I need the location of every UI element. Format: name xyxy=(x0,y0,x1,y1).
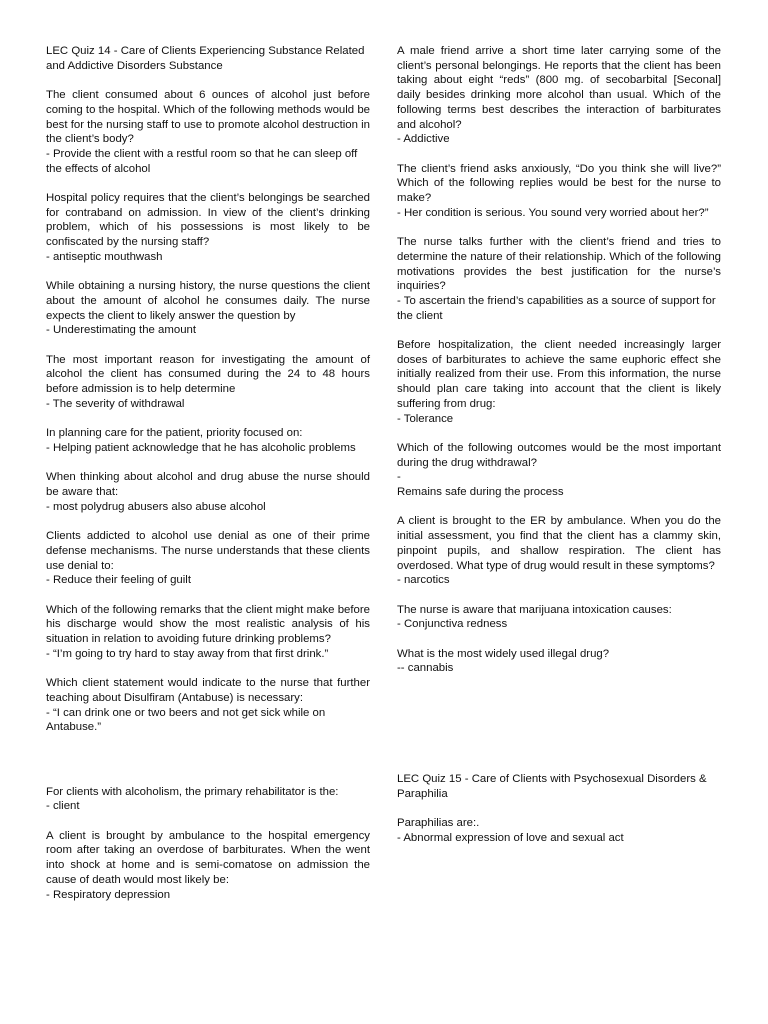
answer-text: - most polydrug abusers also abuse alcohol xyxy=(46,500,266,513)
question-text: Which of the following remarks that the client might make before his discharge would show the most realistic analysis of his situation in relation to avoiding future drinking problems? xyxy=(46,603,370,645)
question-text: A male friend arrive a short time later carrying some of the client’s personal belongings. He reports that the client has been taking about eight “reds” (800 mg. of secobarbital [Seconal] daily besides drinking more alcohol than usual. Which of the following terms best describes the interaction of barbiturates and alcohol? xyxy=(397,45,721,131)
qa-item xyxy=(397,162,721,221)
blank-gap xyxy=(397,691,721,772)
answer-text: - Tolerance xyxy=(397,412,454,425)
qa-item xyxy=(397,44,721,147)
answer-text: - Provide the client with a restful room so that he can sleep off the effects of alcohol xyxy=(46,147,358,175)
qa-item xyxy=(46,426,370,455)
qa-item xyxy=(397,235,721,323)
question-text: While obtaining a nursing history, the nurse questions the client about the amount of alcohol he consumes daily. The nurse expects the client to likely answer the question by xyxy=(46,280,370,322)
quiz15-header xyxy=(397,772,721,801)
qa-item xyxy=(46,529,370,588)
qa-item xyxy=(397,603,721,632)
right-column xyxy=(397,44,721,860)
question-text: Before hospitalization, the client needed increasingly larger doses of barbiturates to achieve the same euphoric effect she initially realized from their use. From this information, the nurse should plan care taking into account that the client is likely suffering from drug: xyxy=(397,339,721,410)
qa-item xyxy=(46,353,370,412)
question-text: A client is brought to the ER by ambulance. When you do the initial assessment, you find that the client has a clammy skin, pinpoint pupils, and shallow respiration. The client has overdosed. What type of drug would result in these symptoms? xyxy=(397,515,721,572)
answer-text: - “I can drink one or two beers and not get sick while on Antabuse.” xyxy=(46,706,326,734)
qa-item xyxy=(397,441,721,500)
question-text: Clients addicted to alcohol use denial as one of their prime defense mechanisms. The nurse understands that these clients use denial to: xyxy=(46,530,370,572)
question-text: The client’s friend asks anxiously, “Do you think she will live?” Which of the following replies would be best for the nurse to make? xyxy=(397,162,721,205)
quiz14-header xyxy=(46,44,370,73)
qa-item xyxy=(46,676,370,735)
qa-item xyxy=(46,785,370,814)
question-text: A client is brought by ambulance to the hospital emergency room after taking an overdose of barbiturates. When the went into shock at home and is semi-comatose on admission the cause of death would most likely be: xyxy=(46,829,370,886)
question-text: When thinking about alcohol and drug abuse the nurse should be aware that: xyxy=(46,471,370,498)
question-text: In planning care for the patient, priority focused on: xyxy=(46,427,303,440)
answer-text: - Reduce their feeling of guilt xyxy=(46,574,191,587)
answer-text: - Underestimating the amount xyxy=(46,324,197,337)
qa-item xyxy=(397,647,721,676)
qa-item xyxy=(46,470,370,514)
question-text: The client consumed about 6 ounces of alcohol just before coming to the hospital. Which of the following methods would be best for the nursing staff to use to promote alcohol destruction in the client’s body? xyxy=(46,89,370,146)
qa-item xyxy=(46,88,370,176)
quiz14-title: LEC Quiz 14 - Care of Clients Experiencing Substance Related and Addictive Disorders Substance xyxy=(46,45,365,72)
question-text: The nurse is aware that marijuana intoxication causes: xyxy=(397,603,672,616)
answer-text: - xyxy=(397,471,401,484)
answer-text: Remains safe during the process xyxy=(397,486,564,499)
answer-text: - “I’m going to try hard to stay away from that first drink.” xyxy=(46,647,329,660)
question-text: Which of the following outcomes would be the most important during the drug withdrawal? xyxy=(397,441,721,469)
qa-item xyxy=(46,279,370,338)
answer-text: - Addictive xyxy=(397,133,450,146)
question-text: The nurse talks further with the client’s friend and tries to determine the nature of their relationship. Which of the following motivations provides the best justification for the nurse’s inquiries? xyxy=(397,236,721,293)
question-text: The most important reason for investigating the amount of alcohol the client has consumed during the 24 to 48 hours before admission is to help determine xyxy=(46,353,370,396)
answer-text: - The severity of withdrawal xyxy=(46,397,185,410)
question-text: Hospital policy requires that the client’s belongings be searched for contraband on admission. In view of the client’s drinking problem, which of his possessions is most likely to be confiscated by the nursing staff? xyxy=(46,192,370,249)
qa-item xyxy=(397,514,721,588)
answer-text: - To ascertain the friend’s capabilities as a source of support for the client xyxy=(397,294,716,322)
answer-text: -- cannabis xyxy=(397,662,454,675)
question-text: For clients with alcoholism, the primary rehabilitator is the: xyxy=(46,785,339,798)
answer-text: - narcotics xyxy=(397,574,450,587)
question-text: What is the most widely used illegal drug? xyxy=(397,647,610,660)
qa-item xyxy=(46,603,370,662)
answer-text: - Helping patient acknowledge that he has alcoholic problems xyxy=(46,441,356,454)
answer-text: - Abnormal expression of love and sexual act xyxy=(397,831,624,844)
quiz15-title: LEC Quiz 15 - Care of Clients with Psychosexual Disorders & Paraphilia xyxy=(397,772,707,800)
question-text: Paraphilias are:. xyxy=(397,816,480,829)
answer-text: - Her condition is serious. You sound very worried about her?” xyxy=(397,206,709,219)
qa-item xyxy=(397,816,721,845)
answer-text: - Conjunctiva redness xyxy=(397,618,508,631)
qa-item xyxy=(397,338,721,426)
answer-text: - client xyxy=(46,800,80,813)
answer-text: - Respiratory depression xyxy=(46,888,171,901)
answer-text: - antiseptic mouthwash xyxy=(46,250,163,263)
left-column xyxy=(46,44,370,917)
question-text: Which client statement would indicate to the nurse that further teaching about Disulfiram (Antabuse) is necessary: xyxy=(46,677,370,704)
blank-gap xyxy=(46,750,370,785)
qa-item xyxy=(46,191,370,265)
qa-item xyxy=(46,829,370,903)
